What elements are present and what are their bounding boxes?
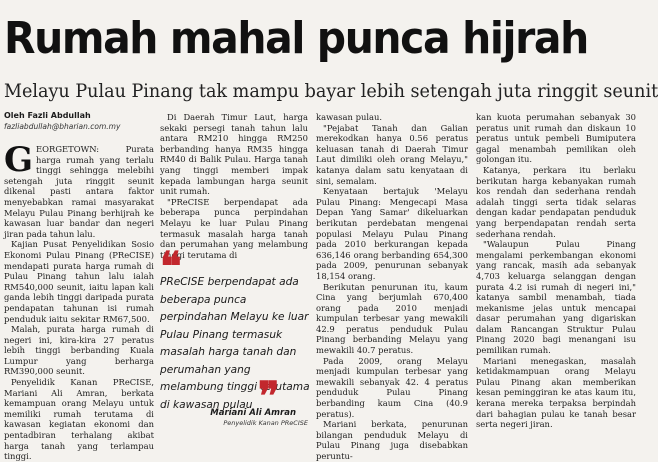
pull-quote-text: PReCISE berpendapat ada beberapa punca perpindahan Melayu ke luar Pulau Pinang termasuk masalah harga tanah dan perumahan yang melambung tinggi terutama di kawasan pulau <box>160 276 310 411</box>
paragraph: Malah, purata harga rumah di negeri ini, kira-kira 27 peratus lebih tinggi berbanding Kuala Lumpur yang berharga RM390,000 seunit. <box>4 324 154 377</box>
column-1 <box>4 140 154 462</box>
quote-open-icon: ❝ <box>160 243 182 290</box>
paragraph: Di Daerah Timur Laut, harga sekaki persegi tanah tahun lalu antara RM210 hingga RM250 berbanding hanya RM35 hingga RM40 di Balik Pulau. Harga tanah yang tinggi memberi impak kepada lambungan harga seunit unit rumah. <box>160 112 308 197</box>
paragraph: Kenyataan bertajuk 'Melayu Pulau Pinang: Mengecapi Masa Depan Yang Samar' dikeluarkan berikutan perdebatan mengenai populasi Melayu Pulau Pinang pada 2010 berkurangan kepada 636,146 orang berbanding 654,300 pada 2009, penurunan sebanyak 18,154 orang. <box>316 186 468 281</box>
paragraph-text: EORGETOWN: Purata harga rumah yang terlalu tinggi sehingga melebihi setengah juta ringgit seunit dikenal pasti antara faktor menyebabkan ramai masyarakat Melayu Pulau Pinang berhijrah ke kawasan luar bandar dan negeri jiran pada tahun lalu. <box>4 144 154 239</box>
paragraph: Berikutan penurunan itu, kaum Cina yang berjumlah 670,400 orang pada 2010 menjadi kumpulan terbesar yang mewakili 42.9 peratus penduduk Pulau Pinang berbanding Melayu yang mewakili 40.7 peratus. <box>316 281 468 356</box>
paragraph: Pada 2009, orang Melayu menjadi kumpulan terbesar yang mewakili sebanyak 42. 4 peratus penduduk Pulau Pinang berbanding kaum Cina (40.9 peratus). <box>316 355 468 419</box>
paragraph: Penyelidik Kanan PReCISE, Mariani Ali Amran, berkata kemampuan orang Melayu untuk memiliki rumah terutama di kawasan kegiatan ekonomi dan pentadbiran terhalang akibat harga tanah yang terlampau tinggi. <box>4 377 154 462</box>
paragraph: Mariani berkata, penurunan bilangan penduduk Melayu di Pulau Pinang juga disebabkan peruntu- <box>316 419 468 461</box>
paragraph: kawasan pulau. <box>316 112 383 122</box>
paragraph: "PReCISE berpendapat ada beberapa punca perpindahan Melayu ke luar Pulau Pinang termasuk masalah harga tanah dan perumahan yang melambung tinggi terutama di <box>160 196 308 260</box>
paragraph: "Pejabat Tanah dan Galian merekodkan hanya 0.56 peratus keluasan tanah di Daerah Timur Laut dimiliki oleh orang Melayu," katanya dalam satu kenyataan di sini, semalam. <box>316 122 468 186</box>
paragraph: "Walaupun Pulau Pinang mengalami perkembangan ekonomi yang rancak, masih ada sebanyak 4,703 keluarga selanggan dengan purata 4.2 isi rumah di negeri ini," katanya sambil menambah, tiada mekanisme jelas untuk mencapai dasar perumahan yang digariskan dalam Rancangan Struktur Pulau Pinang 2020 bagi menangani isu pemilikan rumah. <box>476 239 636 356</box>
pull-quote-role: Penyelidik Kanan PReCISE <box>223 419 308 427</box>
pull-quote-name: Mariani Ali Amran <box>210 408 296 418</box>
headline: Rumah mahal punca hijrah <box>4 13 588 64</box>
paragraph: Katanya, perkara itu berlaku berikutan harga kebanyakan rumah kos rendah dan sederhana rendah adalah tinggi serta tidak selaras dengan kadar pendapatan penduduk yang berpendapatan rendah serta sederhana rendah. <box>476 164 636 239</box>
paragraph: kan kuota perumahan sebanyak 30 peratus unit rumah dan diskaun 10 peratus untuk pembeli Bumiputera gagal menambah pemilikan oleh golongan itu. <box>476 112 636 165</box>
drop-cap: G <box>4 140 34 180</box>
paragraph: Mariani menegaskan, masalah ketidakmampuan orang Melayu Pulau Pinang akan memberikan kesan peminggiran ke atas kaum itu, kerana mereka terpaksa berpindah dari bahagian pulau ke tanah besar serta negeri jiran. <box>476 355 636 430</box>
subheadline: Melayu Pulau Pinang tak mampu bayar lebih setengah juta ringgit seunit <box>4 81 658 102</box>
byline: Oleh Fazli Abdullah <box>4 111 91 120</box>
quote-close-icon: ❞ <box>258 373 280 420</box>
paragraph: Kajian Pusat Penyelidikan Sosio Ekonomi Pulau Pinang (PReCISE) mendapati purata harga rumah di Pulau Pinang tahun lalu ialah RM540,000 seunit, iaitu lapan kali ganda lebih tinggi daripada purata pendapatan tahunan isi rumah penduduk iaitu sekitar RM67,500. <box>4 239 154 324</box>
author-email[interactable]: fazliabdullah@bharian.com.my <box>4 122 121 131</box>
column-4 <box>476 112 636 430</box>
column-2 <box>160 112 308 260</box>
column-3 <box>316 112 468 462</box>
lead-paragraph <box>4 140 154 239</box>
